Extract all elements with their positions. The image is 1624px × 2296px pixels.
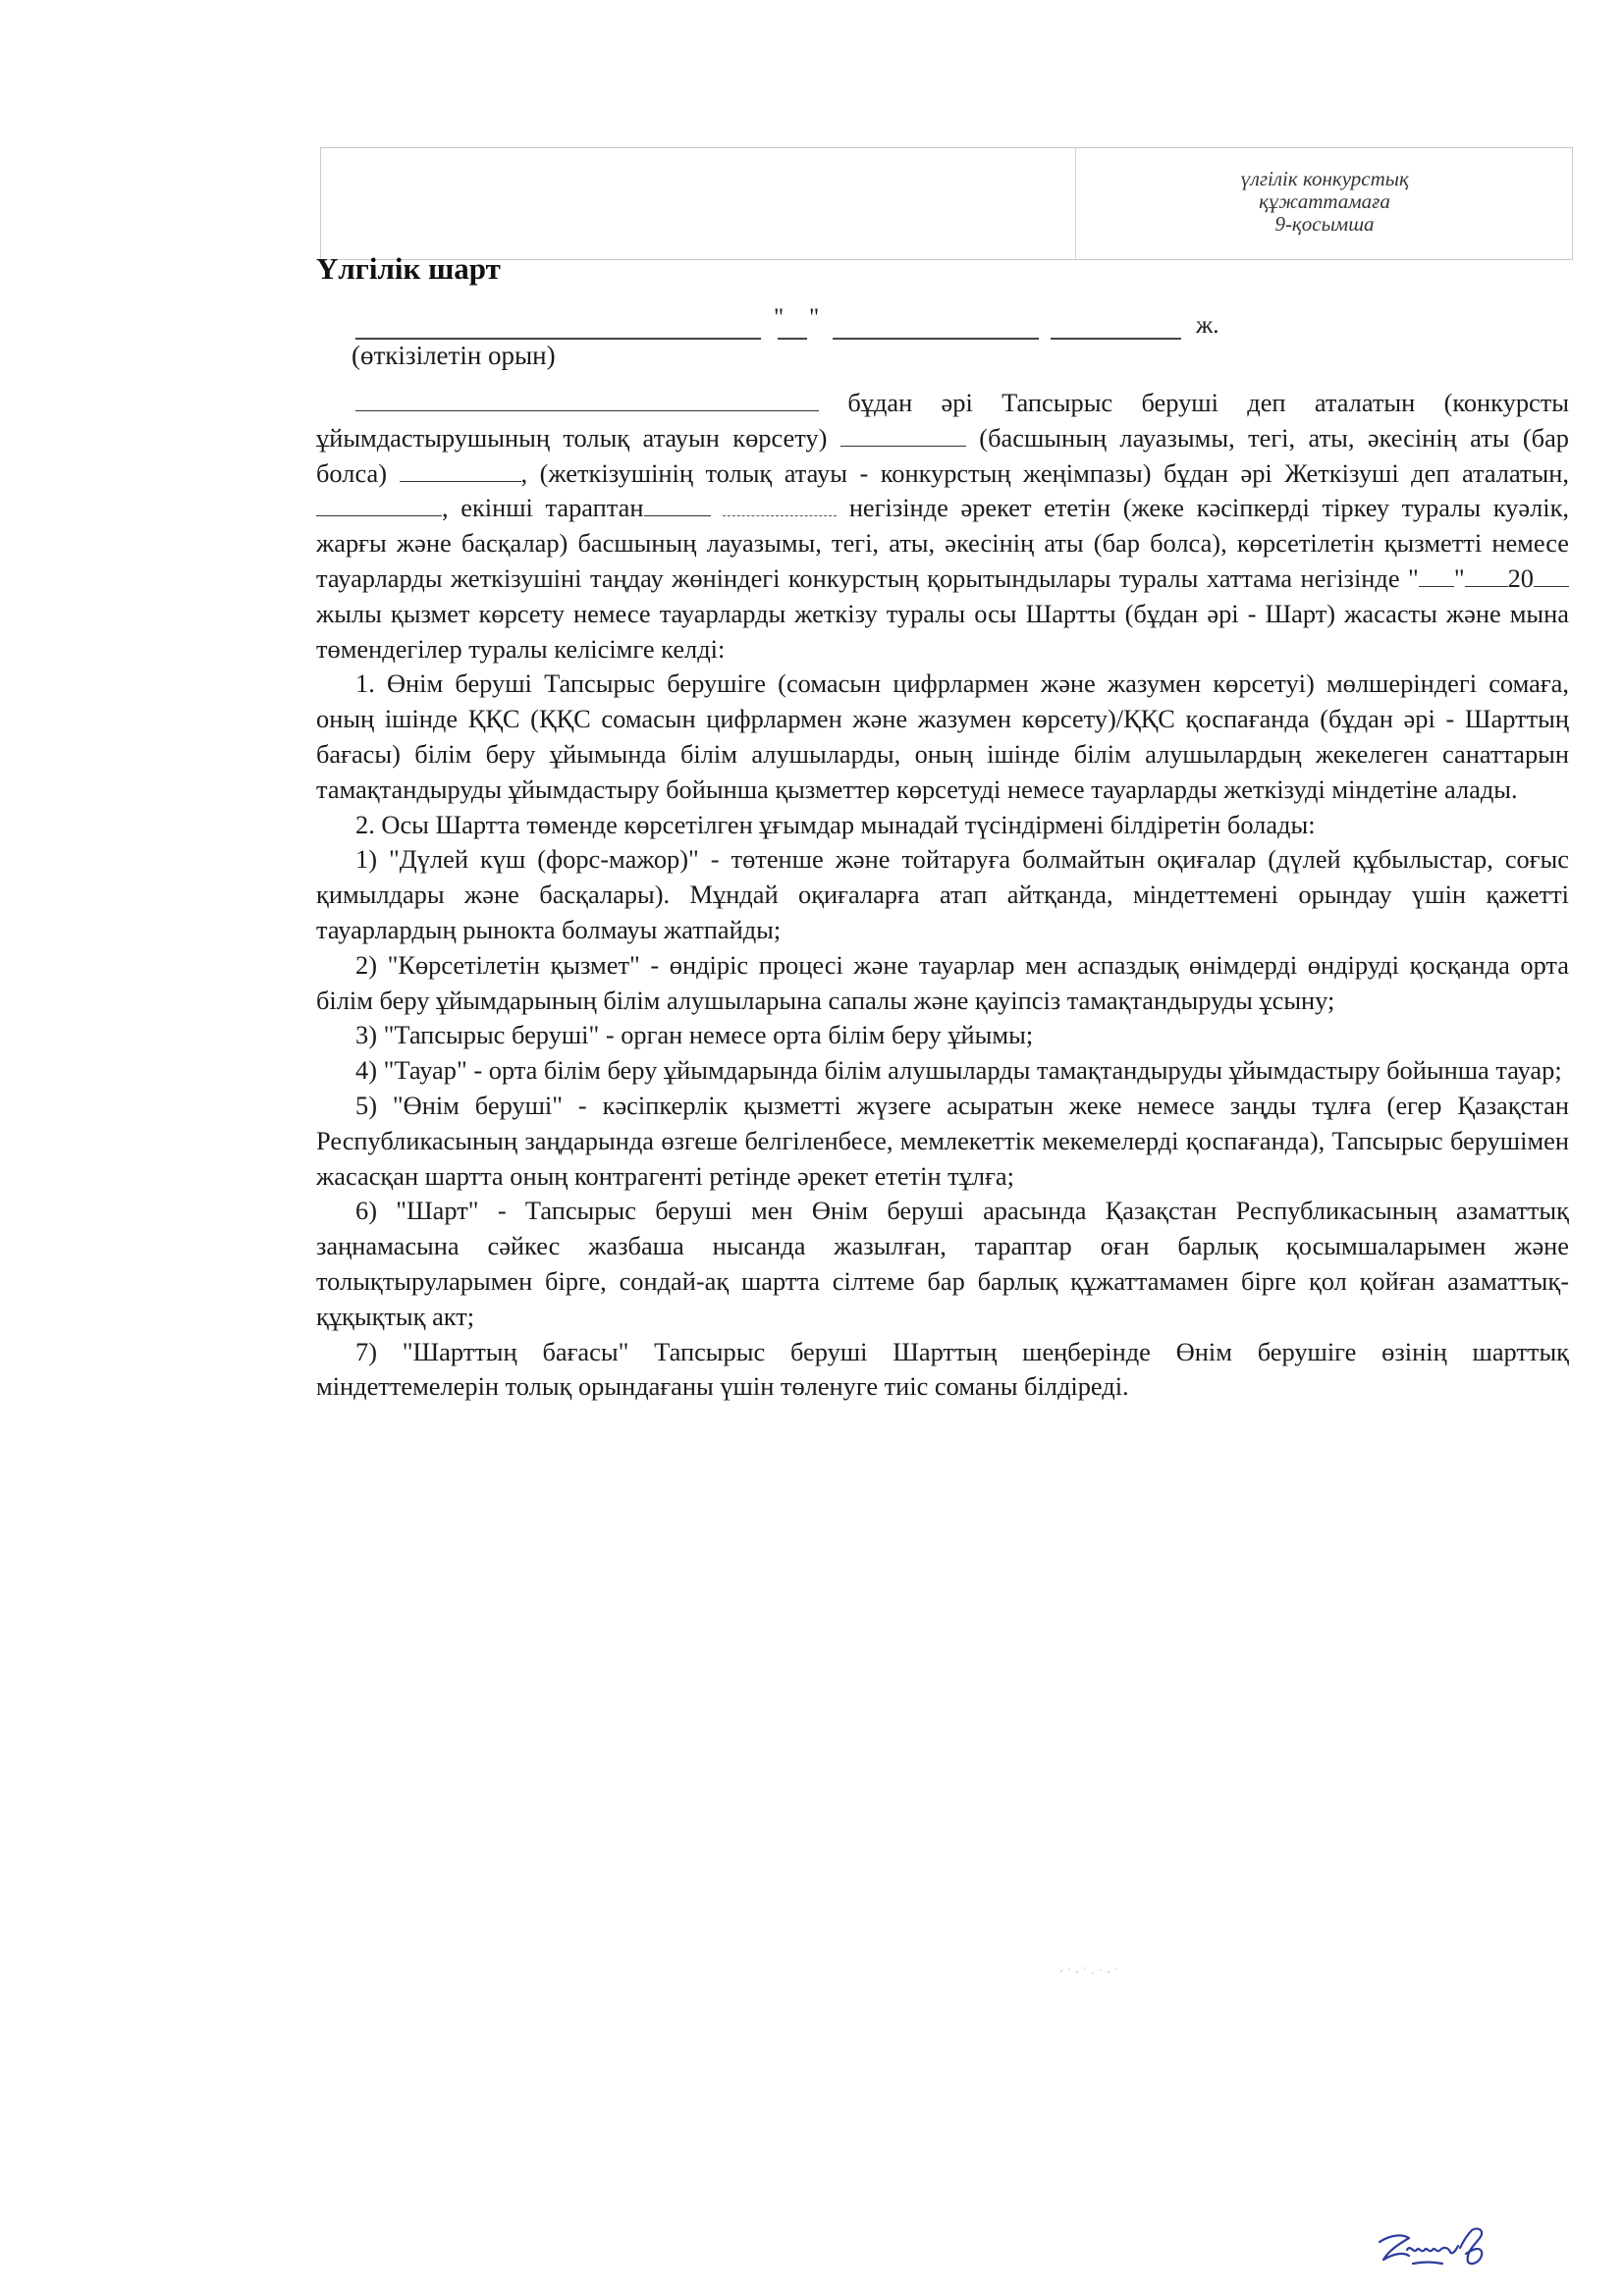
- basis-blank: [644, 496, 711, 516]
- basis-dash-blank: [723, 496, 837, 516]
- place-date-line: [355, 304, 1278, 340]
- definition-3: 3) "Тапсырыс беруші" - орган немесе орта білім беру ұйымы;: [355, 1020, 1034, 1050]
- protocol-day-blank: [1419, 566, 1454, 587]
- year-suffix: ж.: [1196, 312, 1219, 339]
- appendix-note-line-1: үлгілік конкурстық: [1240, 167, 1409, 190]
- intro-part-3: , (жеткізушінің толық атауы - конкурстың жеңімпазы) бұдан әрі Жеткізуші деп аталатын,: [520, 457, 1569, 488]
- supplier-head-blank: [400, 461, 521, 482]
- supplier-name-blank: [316, 496, 442, 516]
- intro-part-8: жылы қызмет көрсету немесе тауарларды жеткізу туралы осы Шартты (бұдан әрі - Шарт) жасасты және мына төмендегілер туралы келісімге келді:: [316, 598, 1569, 664]
- contract-body: [316, 386, 1569, 1405]
- signature: [1370, 2220, 1497, 2279]
- intro-part-7: 20: [1507, 562, 1534, 593]
- month-blank: [833, 312, 1039, 340]
- definition-5: 5) "Өнім беруші" - кәсіпкерлік қызметті жүзеге асыратын жеке немесе заңды тұлға (егер Қазақстан Республикасының заңдарында өзгеше белгіленбесе, мемлекеттік мекемелерді қоспағанда), Тапсырыс берушімен жасасқан шартта оның контрагенті ретінде әрекет ететін тұлға;: [316, 1090, 1569, 1191]
- day-quote-close: ": [809, 304, 820, 331]
- header-divider: [1075, 148, 1076, 259]
- intro-part-5: негізінде әрекет ететін (жеке кәсіпкерді тіркеу туралы куәлік, жарғы және басқалар) басшының лауазымы, тегі, аты, әкесінің аты (бар болса), көрсетілетін қызметті немесе тауарларды жеткізушіні таңдау жөніндегі конкурстың қорытындылары туралы хаттама негізінде ": [316, 493, 1569, 593]
- definition-7: 7) "Шарттың бағасы" Тапсырыс беруші Шарттың шеңберінде Өнім берушіге өзінің шарттық міндеттемелерін толық орындағаны үшін төленуге тиіс соманы білдіреді.: [316, 1336, 1569, 1402]
- appendix-note: [1077, 168, 1572, 236]
- protocol-year-blank: [1534, 566, 1569, 587]
- document-title: Үлгілік шарт: [316, 251, 501, 286]
- clause-2: 2. Осы Шартта төменде көрсетілген ұғымдар мынадай түсіндірмені білдіретін болады:: [355, 809, 1316, 839]
- protocol-month-blank: [1465, 566, 1508, 587]
- head-name-blank: [840, 426, 966, 447]
- day-blank: [778, 312, 807, 340]
- clause-1: 1. Өнім беруші Тапсырыс берушіге (сомасын цифрлармен және жазумен көрсетуі) мөлшеріндегі сомаға, оның ішінде ҚҚС (ҚҚС сомасын цифрлармен және жазумен көрсету)/ҚҚС қоспағанда (бұдан әрі - Шарттың бағасы) білім беру ұйымында білім алушыларды, оның ішінде білім алушылардың жекелеген санаттарын тамақтандыруды ұйымдастыру бойынша қызметтер көрсетуді немесе тауарларды жеткізуді міндетіне алады.: [316, 668, 1569, 804]
- intro-part-6: ": [1453, 562, 1465, 593]
- place-label: (өткізілетін орын): [352, 341, 556, 370]
- header-box: [320, 147, 1573, 260]
- appendix-note-line-3: 9-қосымша: [1274, 212, 1375, 236]
- intro-part-1: бұдан әрі Тапсырыс беруші деп аталатын (конкурсты ұйымдастырушының толық атауын көрсету): [316, 388, 1569, 453]
- definition-4: 4) "Тауар" - орта білім беру ұйымдарында білім алушыларды тамақтандыруды ұйымдастыру бойынша тауар;: [355, 1055, 1562, 1086]
- definition-2: 2) "Көрсетілетін қызмет" - өндіріс процесі және тауарлар мен аспаздық өнімдерді өндіруді қосқанда орта білім беру ұйымдарының білім алушыларына сапалы және қауіпсіз тамақтандыруды ұсыну;: [316, 949, 1569, 1015]
- definition-1: 1) "Дүлей күш (форс-мажор)" - төтенше және тойтаруға болмайтын оқиғалар (дүлей құбылыстар, соғыс қимылдары және басқалары). Мұндай оқиғаларға атап айтқанда, міндеттемені орындау үшін қажетті тауарлардың рынокта болмауы жатпайды;: [316, 844, 1569, 944]
- scan-smudge: [1056, 1963, 1124, 1979]
- definition-6: 6) "Шарт" - Тапсырыс беруші мен Өнім беруші арасында Қазақстан Республикасының азаматтық заңнамасына сәйкес жазбаша нысанда жазылған, тараптар оған барлық қосымшаларымен және толықтыруларымен бірге, сондай-ақ шартта сілтеме бар барлық құжаттамамен бірге қол қойған азаматтық-құқықтық акт;: [316, 1196, 1569, 1331]
- intro-part-4: , екінші тараптан: [442, 493, 644, 523]
- appendix-note-line-2: құжаттамаға: [1259, 189, 1390, 213]
- day-quote-open: ": [774, 304, 785, 331]
- year-blank: [1051, 312, 1181, 340]
- customer-name-blank: [355, 391, 819, 411]
- intro-paragraph: [316, 386, 1569, 667]
- place-blank: [355, 312, 761, 340]
- intro-part-2: (басшының лауазымы, тегі, аты, әкесінің аты (бар болса): [316, 422, 1569, 488]
